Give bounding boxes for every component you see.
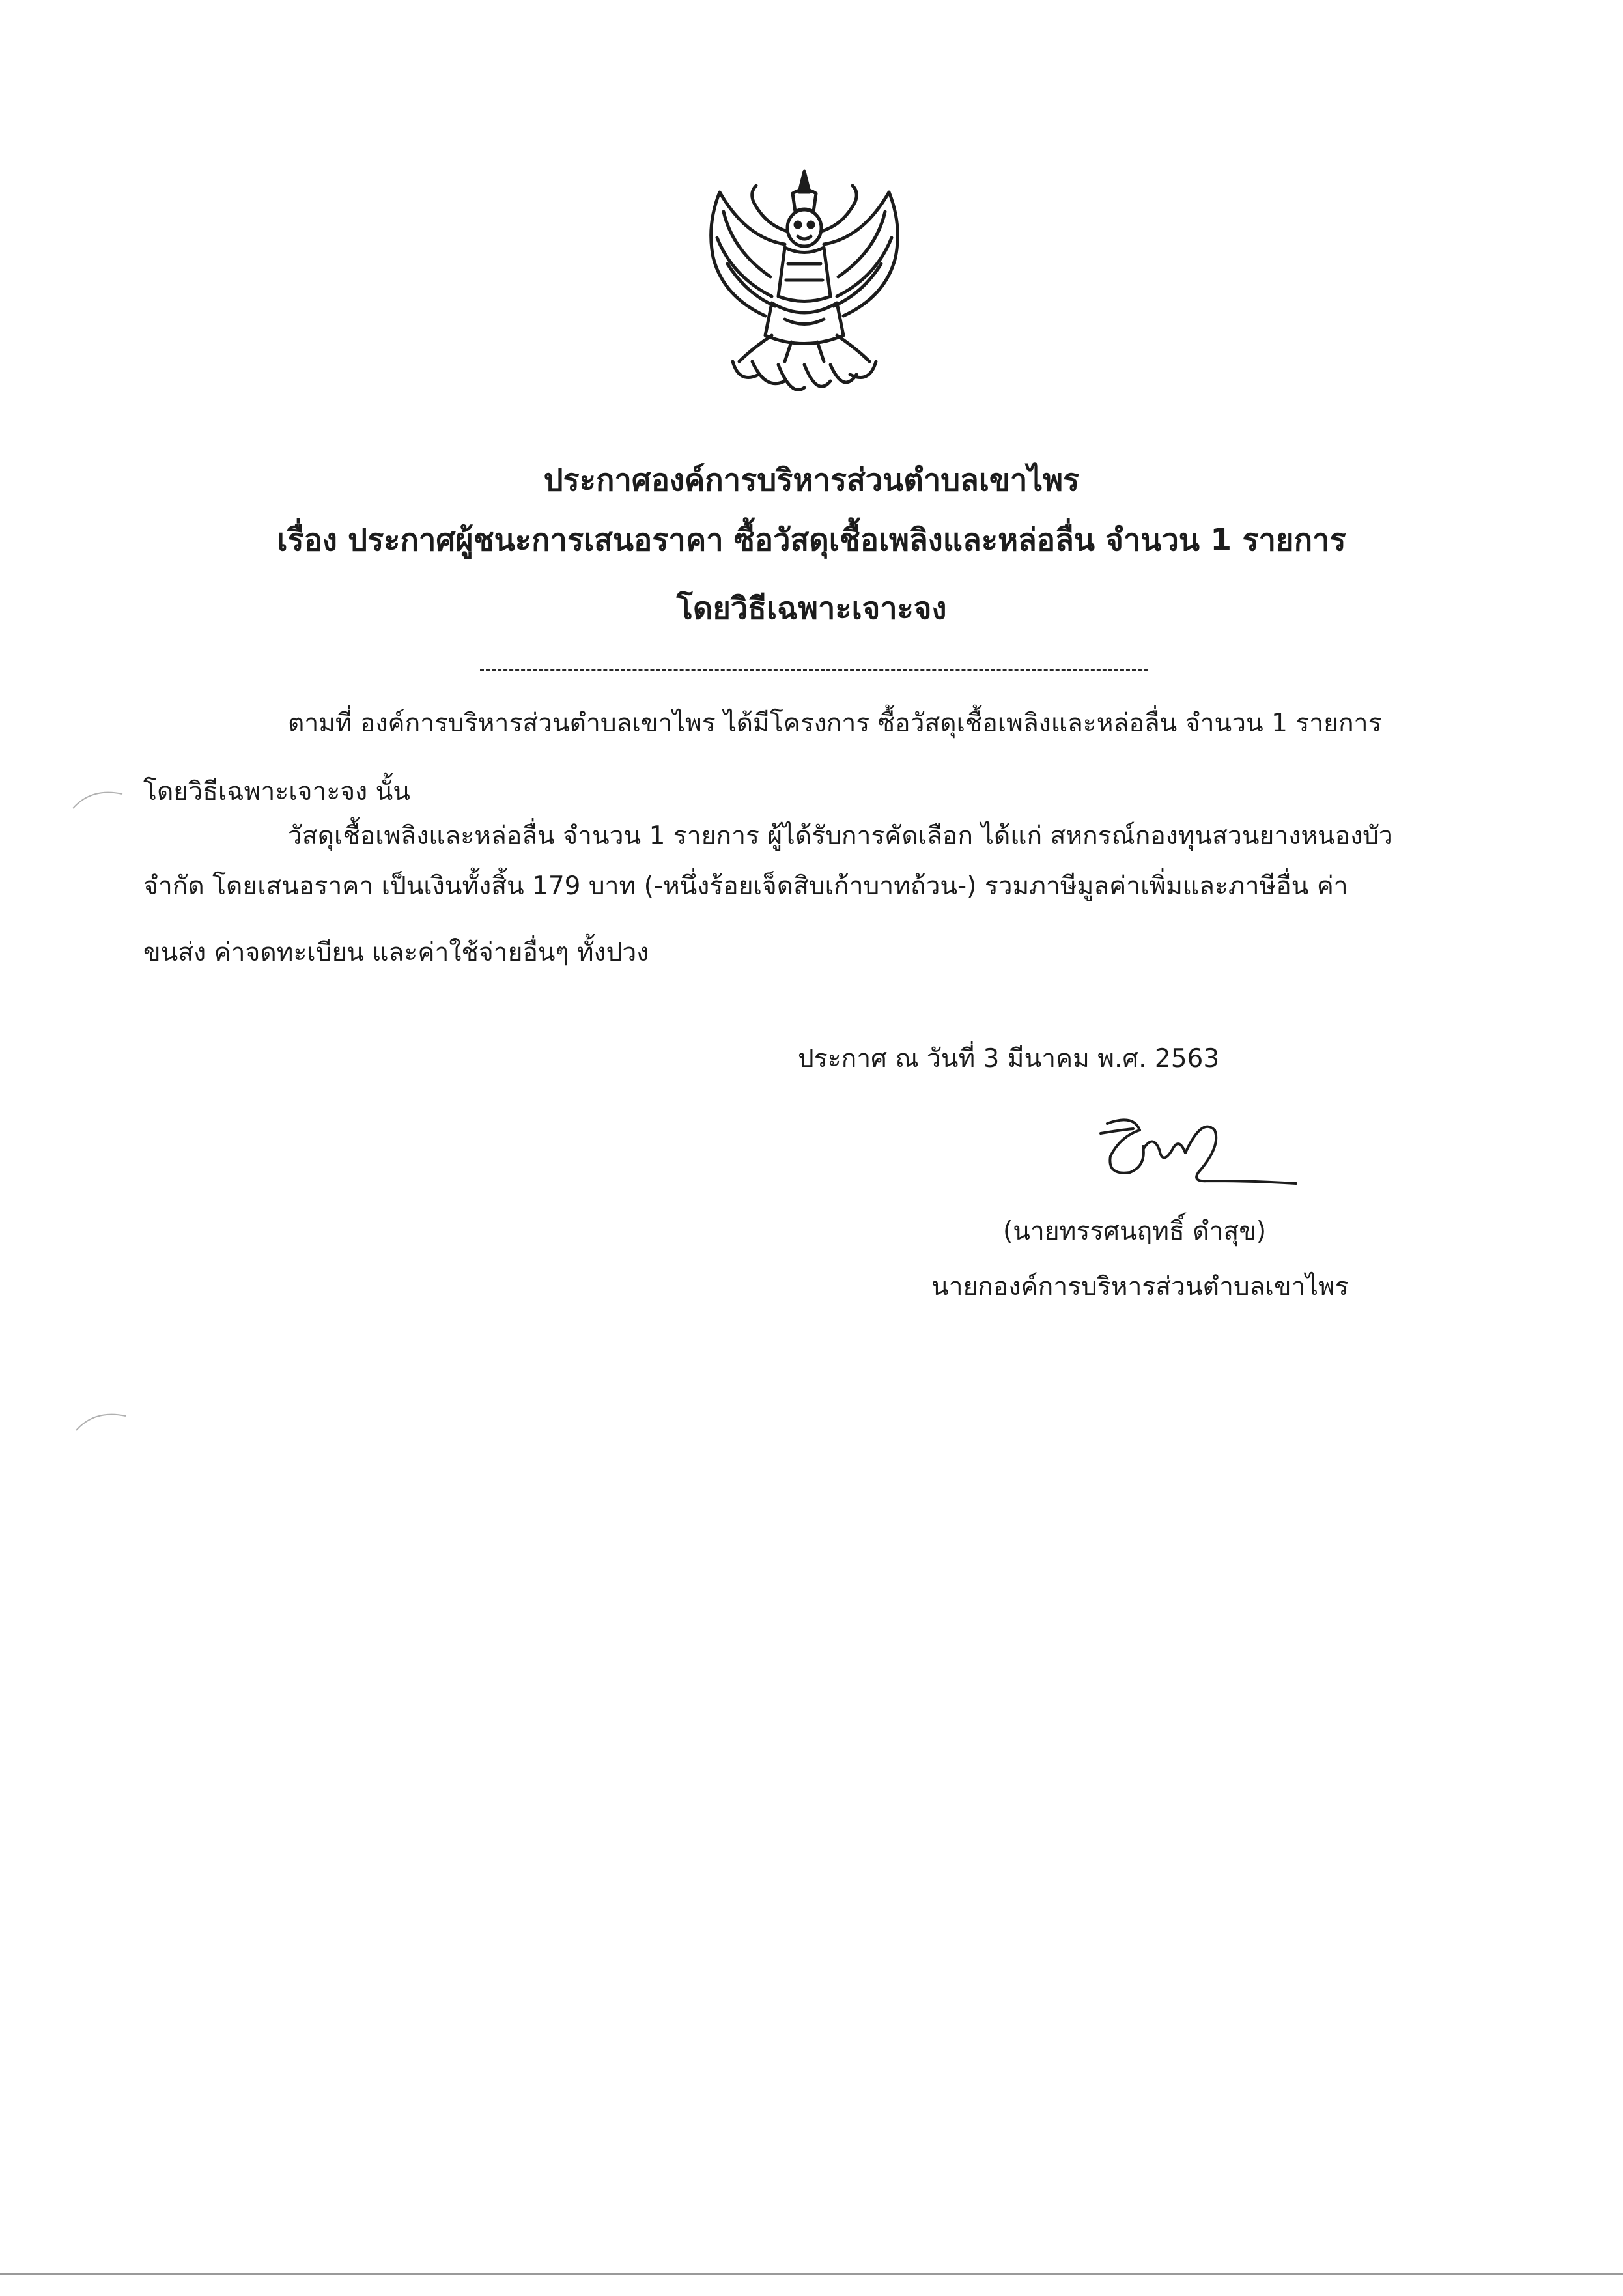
- paragraph-2-line-1: วัสดุเชื้อเพลิงและหล่อลื่น จำนวน 1 รายการ ผู้ได้รับการคัดเลือก ได้แก่ สหกรณ์กองทุนสวนยางหนองบัว: [288, 821, 1393, 851]
- punch-hole-mark-icon: [75, 1407, 127, 1433]
- punch-hole-mark-icon: [72, 785, 124, 811]
- garuda-emblem-icon: [694, 166, 915, 407]
- announcement-title: ประกาศองค์การบริหารส่วนตำบลเขาไพร: [543, 462, 1080, 498]
- signer-position: นายกองค์การบริหารส่วนตำบลเขาไพร: [931, 1272, 1349, 1301]
- announcement-method: โดยวิธีเฉพาะเจาะจง: [676, 591, 947, 627]
- announcement-subject: เรื่อง ประกาศผู้ชนะการเสนอราคา ซื้อวัสดุเชื้อเพลิงและหล่อลื่น จำนวน 1 รายการ: [277, 522, 1346, 558]
- paragraph-2-line-2: จำกัด โดยเสนอราคา เป็นเงินทั้งสิ้น 179 บาท (-หนึ่งร้อยเจ็ดสิบเก้าบาทถ้วน-) รวมภาษีมูลค่าเพิ่มและภาษีอื่น ค่า: [143, 872, 1348, 901]
- paragraph-1-line-2: โดยวิธีเฉพาะเจาะจง นั้น: [143, 777, 410, 806]
- paragraph-2-line-3: ขนส่ง ค่าจดทะเบียน และค่าใช้จ่ายอื่นๆ ทั้งปวง: [143, 938, 649, 967]
- announcement-date: ประกาศ ณ วันที่ 3 มีนาคม พ.ศ. 2563: [798, 1044, 1220, 1073]
- signer-name: (นายทรรศนฤทธิ์ ดำสุข): [1003, 1217, 1267, 1246]
- scan-bottom-edge: [0, 2273, 1623, 2275]
- title-divider: [480, 669, 1148, 671]
- paragraph-1-line-1: ตามที่ องค์การบริหารส่วนตำบลเขาไพร ได้มีโครงการ ซื้อวัสดุเชื้อเพลิงและหล่อลื่น จำนวน 1 รายการ: [288, 709, 1382, 738]
- handwritten-signature-icon: [1094, 1111, 1303, 1202]
